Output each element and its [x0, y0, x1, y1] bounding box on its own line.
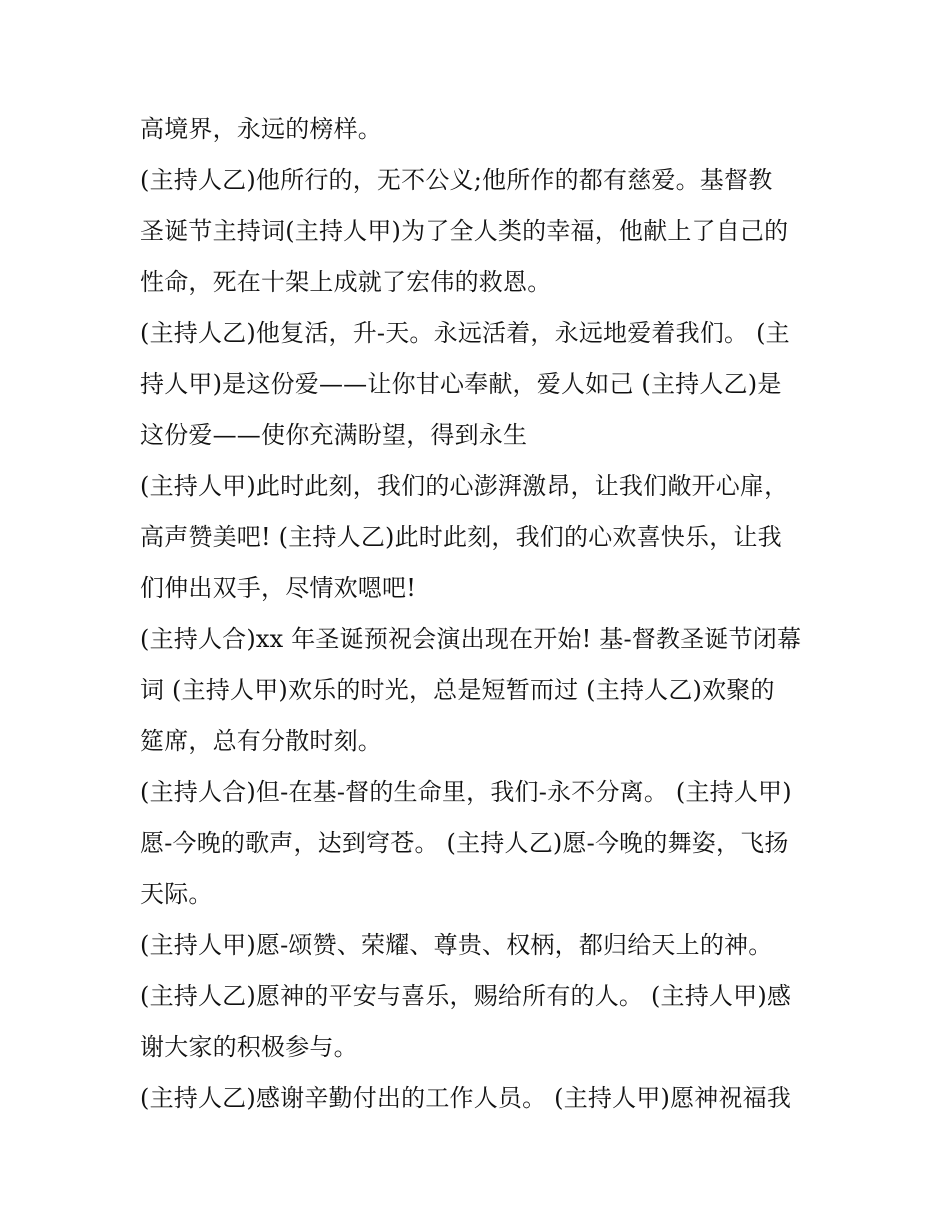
- text-line: 谢大家的积极参与。: [140, 1033, 358, 1061]
- document-body: [140, 104, 820, 1124]
- text-line: (主持人乙)愿神的平安与喜乐，赐给所有的人。 (主持人甲)感: [140, 982, 792, 1010]
- text-line: (主持人合)但-在基-督的生命里，我们-永不分离。 (主持人甲): [140, 778, 792, 806]
- text-line: 筵席，总有分散时刻。: [140, 727, 382, 755]
- text-line: (主持人乙)他所行的，无不公义;他所作的都有慈爱。基督教: [140, 166, 773, 194]
- text-line: 性命，死在十架上成就了宏伟的救恩。: [140, 268, 552, 296]
- text-line: 持人甲)是这份爱——让你甘心奉献，爱人如己 (主持人乙)是: [140, 370, 782, 398]
- text-line: 圣诞节主持词(主持人甲)为了全人类的幸福，他献上了自己的: [140, 217, 789, 245]
- text-line: (主持人乙)他复活，升-天。永远活着，永远地爱着我们。 (主: [140, 319, 790, 347]
- text-line: 天际。: [140, 880, 213, 908]
- text-line: 们伸出双手，尽情欢嗯吧!: [140, 574, 417, 602]
- text-line: 这份爱——使你充满盼望，得到永生: [140, 421, 528, 449]
- text-line: 愿-今晚的歌声，达到穹苍。 (主持人乙)愿-今晚的舞姿，飞扬: [140, 829, 789, 857]
- text-line: 高声赞美吧! (主持人乙)此时此刻，我们的心欢喜快乐，让我: [140, 523, 782, 551]
- text-line: (主持人甲)此时此刻，我们的心澎湃激昂，让我们敞开心扉，: [140, 472, 789, 500]
- text-line: (主持人乙)感谢辛勤付出的工作人员。 (主持人甲)愿神祝福我: [140, 1084, 792, 1112]
- text-line: 高境界，永远的榜样。: [140, 115, 382, 143]
- text-line: (主持人甲)愿-颂赞、荣耀、尊贵、权柄，都归给天上的神。: [140, 931, 773, 959]
- text-line: (主持人合)xx 年圣诞预祝会演出现在开始! 基-督教圣诞节闭幕: [140, 625, 802, 653]
- text-line: 词 (主持人甲)欢乐的时光，总是短暂而过 (主持人乙)欢聚的: [140, 676, 775, 704]
